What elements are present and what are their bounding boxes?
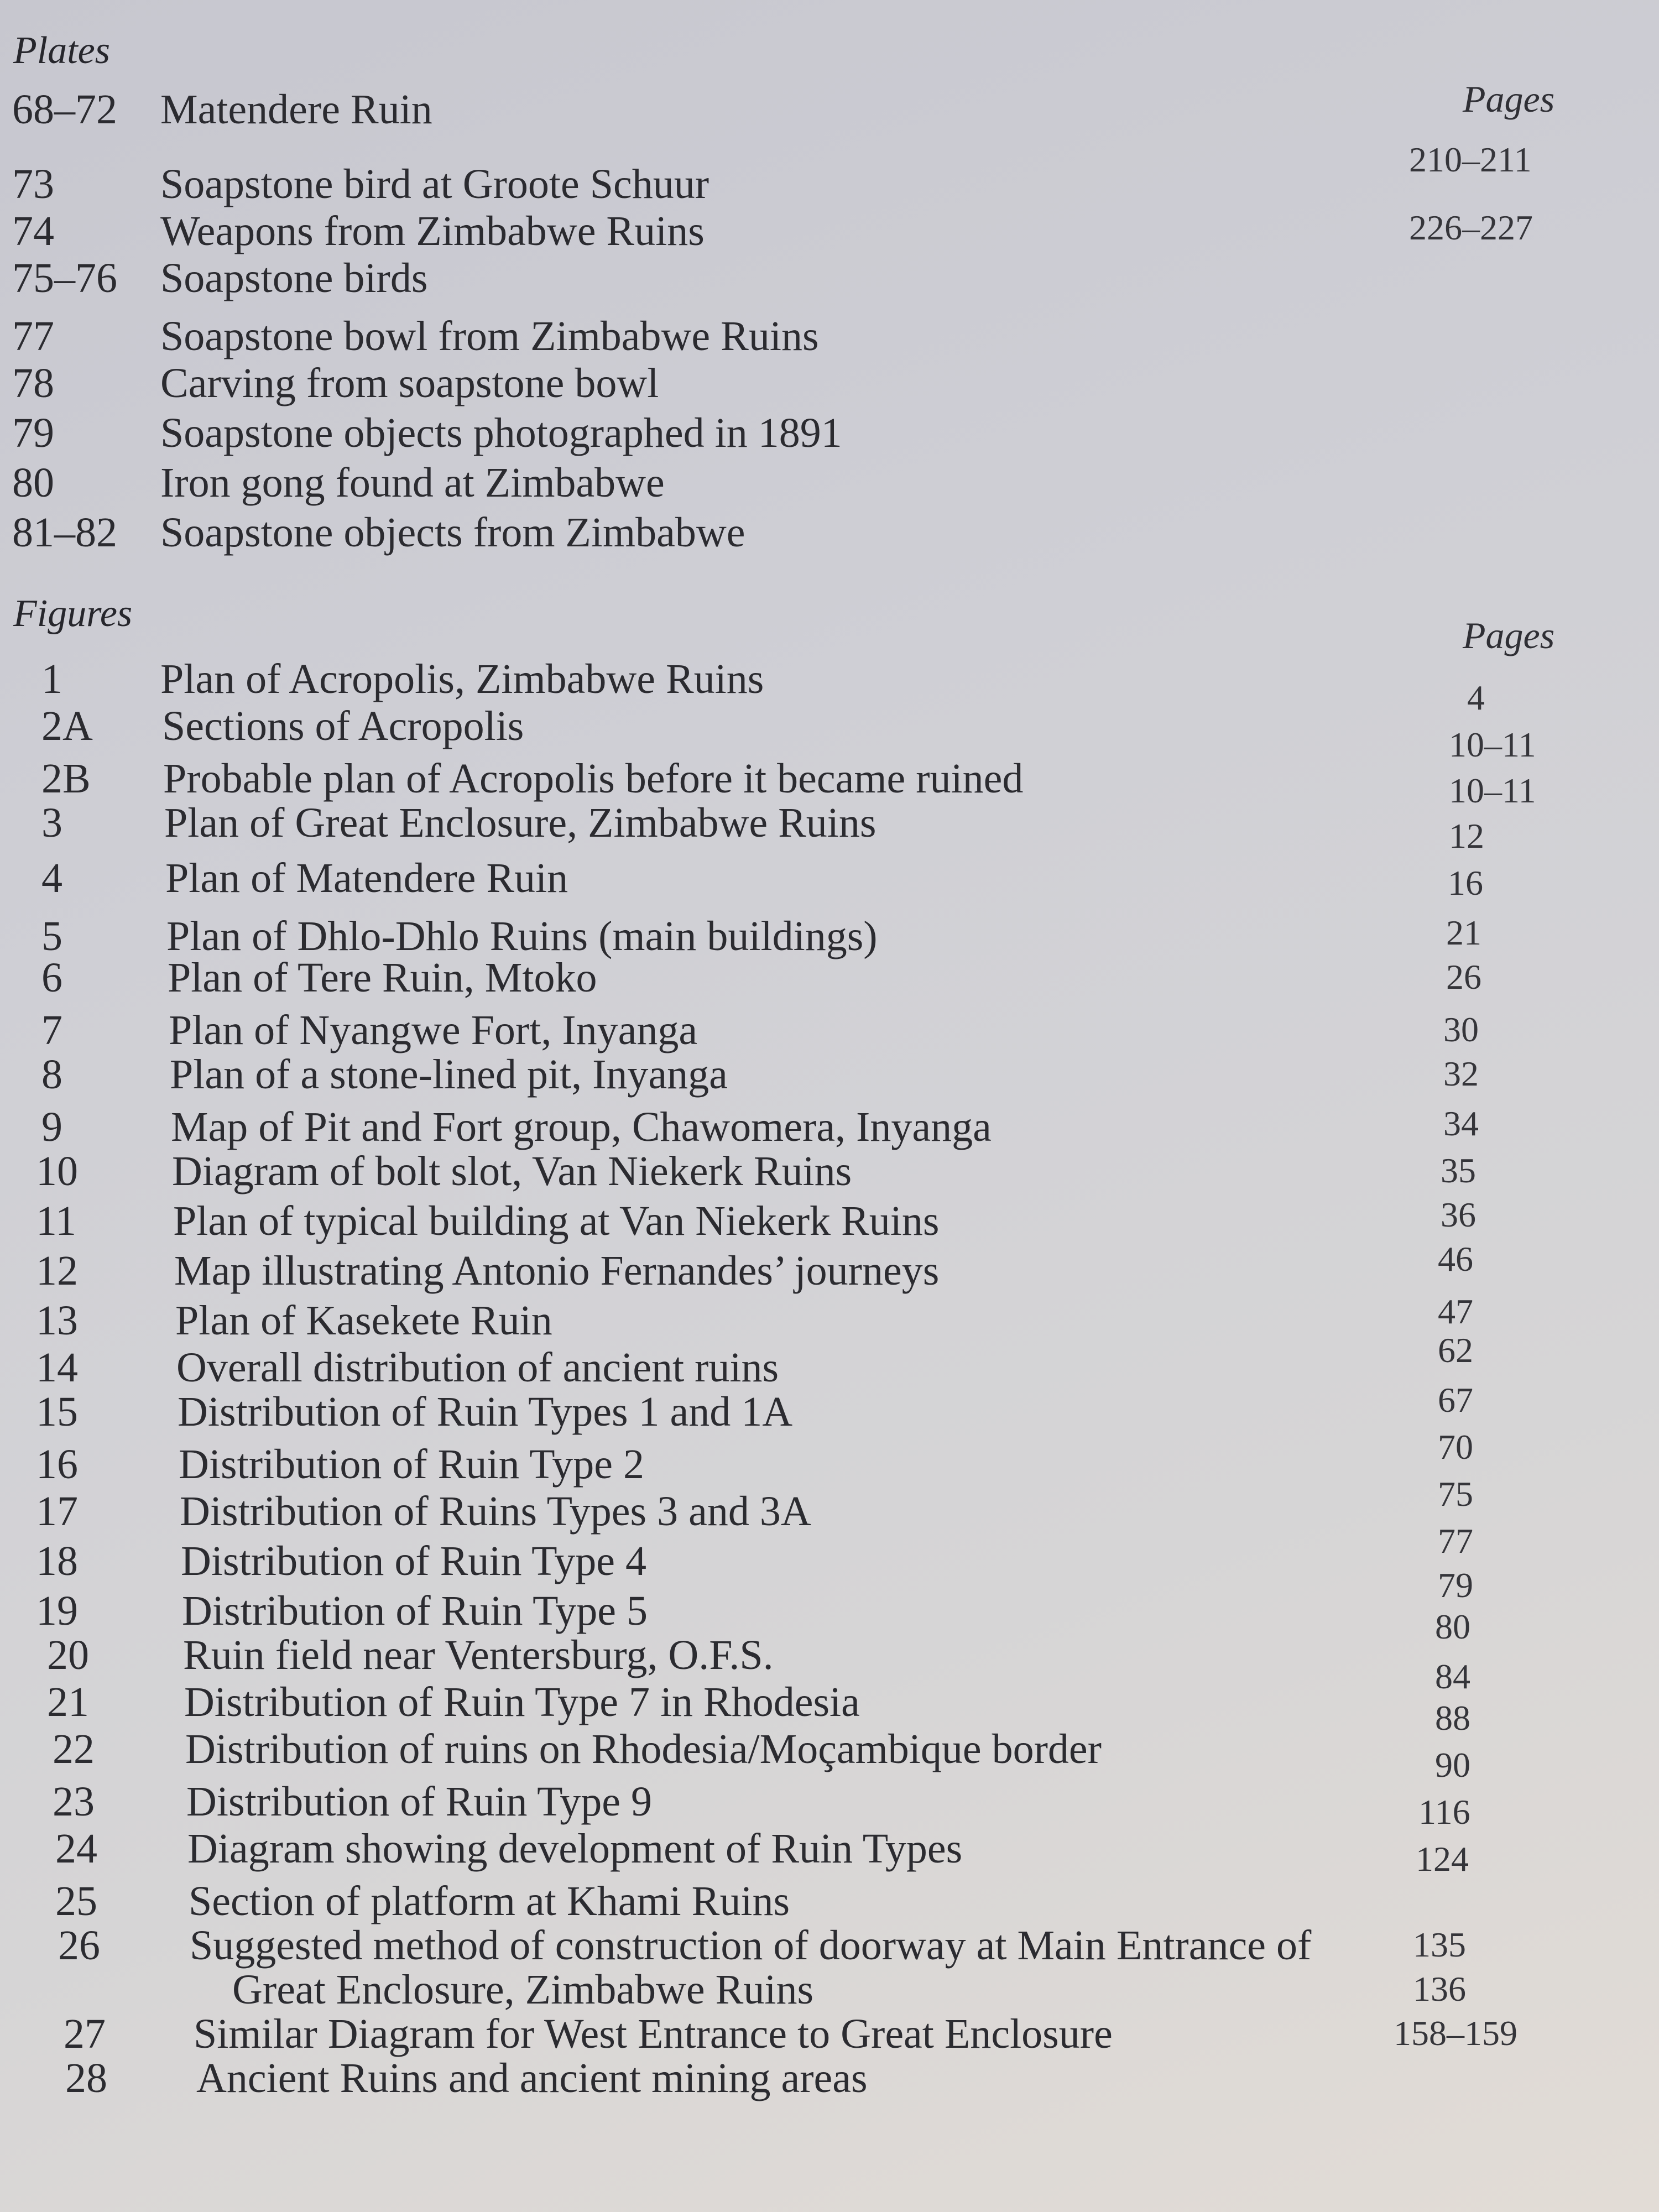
plate-number: 80 bbox=[12, 460, 54, 506]
plate-number: 74 bbox=[12, 208, 54, 254]
plate-title: Soapstone objects photographed in 1891 bbox=[160, 410, 842, 456]
figure-page-ref: 21 bbox=[1446, 913, 1481, 952]
figure-page-ref: 30 bbox=[1443, 1010, 1479, 1049]
figure-number: 15 bbox=[36, 1389, 78, 1435]
figure-page-ref: 88 bbox=[1435, 1698, 1470, 1738]
figure-number: 27 bbox=[64, 2011, 106, 2057]
figure-number: 25 bbox=[55, 1878, 97, 1924]
figure-number: 10 bbox=[36, 1148, 78, 1194]
plate-number: 75–76 bbox=[12, 255, 117, 301]
figure-page-ref: 75 bbox=[1438, 1474, 1473, 1514]
figure-title: Distribution of Ruin Type 5 bbox=[182, 1588, 648, 1634]
figure-page-ref: 90 bbox=[1435, 1745, 1470, 1785]
figure-number: 7 bbox=[41, 1007, 62, 1053]
plate-number: 77 bbox=[12, 313, 54, 359]
figure-number: 2B bbox=[41, 755, 91, 802]
figure-page-ref: 10–11 bbox=[1449, 725, 1536, 764]
figure-number: 14 bbox=[36, 1344, 78, 1391]
figure-title: Probable plan of Acropolis before it became ruined bbox=[163, 755, 1024, 802]
figure-title: Distribution of Ruin Type 2 bbox=[179, 1441, 644, 1488]
plate-page-ref: 210–211 bbox=[1409, 140, 1532, 179]
figure-page-ref: 16 bbox=[1448, 863, 1483, 902]
figure-number: 20 bbox=[47, 1632, 89, 1678]
plate-title: Weapons from Zimbabwe Ruins bbox=[160, 208, 705, 254]
figure-page-ref: 124 bbox=[1416, 1839, 1469, 1879]
figure-page-ref: 26 bbox=[1446, 957, 1481, 997]
figure-title: Plan of Dhlo-Dhlo Ruins (main buildings) bbox=[166, 913, 878, 959]
plate-number: 81–82 bbox=[12, 509, 117, 556]
plate-number: 68–72 bbox=[12, 86, 117, 133]
plates-pages-label: Pages bbox=[1463, 78, 1555, 120]
figure-number: 23 bbox=[53, 1778, 95, 1825]
figure-title: Plan of Matendere Ruin bbox=[165, 855, 568, 901]
figure-number: 6 bbox=[41, 954, 62, 1001]
figure-number: 13 bbox=[36, 1297, 78, 1344]
figure-page-ref: 135 bbox=[1413, 1925, 1466, 1964]
figure-number: 24 bbox=[55, 1825, 97, 1872]
figure-number: 17 bbox=[36, 1488, 78, 1535]
plate-number: 73 bbox=[12, 161, 54, 207]
figure-number: 21 bbox=[47, 1679, 89, 1725]
figure-title: Plan of Nyangwe Fort, Inyanga bbox=[169, 1007, 698, 1053]
figure-number: 16 bbox=[36, 1441, 78, 1488]
figure-title: Ancient Ruins and ancient mining areas bbox=[196, 2055, 868, 2101]
figure-title: Section of platform at Khami Ruins bbox=[189, 1878, 790, 1924]
plate-page-ref: 226–227 bbox=[1409, 208, 1533, 247]
plate-title: Soapstone objects from Zimbabwe bbox=[160, 509, 745, 556]
plate-title: Soapstone bird at Groote Schuur bbox=[160, 161, 709, 207]
figure-title: Distribution of ruins on Rhodesia/Moçambique border bbox=[185, 1726, 1102, 1772]
figure-number: 28 bbox=[65, 2055, 107, 2101]
figure-title: Sections of Acropolis bbox=[162, 703, 524, 749]
figure-page-ref: 4 bbox=[1467, 678, 1485, 717]
figure-title: Diagram of bolt slot, Van Niekerk Ruins bbox=[172, 1148, 852, 1194]
plate-title: Soapstone birds bbox=[160, 255, 428, 301]
figure-title: Suggested method of construction of doorway at Main Entrance of bbox=[190, 1922, 1312, 1969]
figure-title: Distribution of Ruin Type 4 bbox=[181, 1538, 646, 1584]
figure-number: 12 bbox=[36, 1248, 78, 1294]
figure-number: 18 bbox=[36, 1538, 78, 1584]
figure-title: Plan of Kasekete Ruin bbox=[175, 1297, 552, 1344]
figure-page-ref: 67 bbox=[1438, 1380, 1473, 1420]
figure-page-ref: 62 bbox=[1438, 1331, 1473, 1370]
figure-number: 11 bbox=[36, 1198, 77, 1244]
figure-page-ref: 32 bbox=[1443, 1054, 1479, 1093]
figure-page-ref: 34 bbox=[1443, 1104, 1479, 1143]
figure-page-ref: 46 bbox=[1438, 1239, 1473, 1279]
plate-title: Iron gong found at Zimbabwe bbox=[160, 460, 665, 506]
plate-number: 78 bbox=[12, 360, 54, 406]
figure-title: Plan of Great Enclosure, Zimbabwe Ruins bbox=[164, 800, 877, 846]
figure-number: 1 bbox=[41, 656, 62, 702]
figure-title: Distribution of Ruin Type 7 in Rhodesia bbox=[184, 1679, 860, 1725]
figure-page-ref: 10–11 bbox=[1449, 771, 1536, 810]
figure-title: Plan of a stone-lined pit, Inyanga bbox=[170, 1051, 728, 1098]
figure-title: Map of Pit and Fort group, Chawomera, Inyanga bbox=[171, 1104, 992, 1150]
figure-title: Overall distribution of ancient ruins bbox=[176, 1344, 779, 1391]
figure-title: Plan of typical building at Van Niekerk Ruins bbox=[173, 1198, 940, 1244]
figure-number: 8 bbox=[41, 1051, 62, 1098]
figure-title: Ruin field near Ventersburg, O.F.S. bbox=[183, 1632, 774, 1678]
figure-number: 19 bbox=[36, 1588, 78, 1634]
plate-title: Matendere Ruin bbox=[160, 86, 432, 133]
figure-number: 2A bbox=[41, 703, 93, 749]
figure-page-ref: 77 bbox=[1438, 1521, 1473, 1561]
plate-number: 79 bbox=[12, 410, 54, 456]
figure-title: Distribution of Ruin Types 1 and 1A bbox=[178, 1389, 793, 1435]
figure-page-ref: 158–159 bbox=[1394, 2013, 1517, 2053]
figure-page-ref: 12 bbox=[1449, 816, 1484, 855]
figure-page-ref: 116 bbox=[1418, 1792, 1470, 1832]
figure-page-ref: 47 bbox=[1438, 1292, 1473, 1331]
figure-number: 22 bbox=[53, 1726, 95, 1772]
figure-page-ref: 36 bbox=[1441, 1195, 1476, 1234]
figure-title: Great Enclosure, Zimbabwe Ruins bbox=[232, 1966, 814, 2013]
figure-number: 9 bbox=[41, 1104, 62, 1150]
figure-page-ref: 84 bbox=[1435, 1657, 1470, 1696]
plates-heading: Plates bbox=[13, 29, 110, 72]
figure-page-ref: 136 bbox=[1413, 1969, 1466, 2008]
figure-title: Similar Diagram for West Entrance to Great Enclosure bbox=[194, 2011, 1113, 2057]
figure-title: Map illustrating Antonio Fernandes’ journeys bbox=[174, 1248, 940, 1294]
figure-title: Plan of Acropolis, Zimbabwe Ruins bbox=[160, 656, 764, 702]
figure-number: 3 bbox=[41, 800, 62, 846]
figures-heading: Figures bbox=[13, 592, 133, 635]
figure-page-ref: 70 bbox=[1438, 1427, 1473, 1467]
figure-title: Distribution of Ruins Types 3 and 3A bbox=[180, 1488, 811, 1535]
plate-title: Carving from soapstone bowl bbox=[160, 360, 659, 406]
figure-page-ref: 79 bbox=[1438, 1566, 1473, 1605]
figure-page-ref: 80 bbox=[1435, 1607, 1470, 1646]
figures-pages-label: Pages bbox=[1463, 614, 1555, 656]
figure-number: 26 bbox=[58, 1922, 100, 1969]
figure-number: 4 bbox=[41, 855, 62, 901]
figure-page-ref: 35 bbox=[1441, 1151, 1476, 1190]
figure-title: Diagram showing development of Ruin Types bbox=[187, 1825, 963, 1872]
figure-title: Distribution of Ruin Type 9 bbox=[186, 1778, 652, 1825]
figure-title: Plan of Tere Ruin, Mtoko bbox=[168, 954, 597, 1001]
figure-number: 5 bbox=[41, 913, 62, 959]
plate-title: Soapstone bowl from Zimbabwe Ruins bbox=[160, 313, 819, 359]
